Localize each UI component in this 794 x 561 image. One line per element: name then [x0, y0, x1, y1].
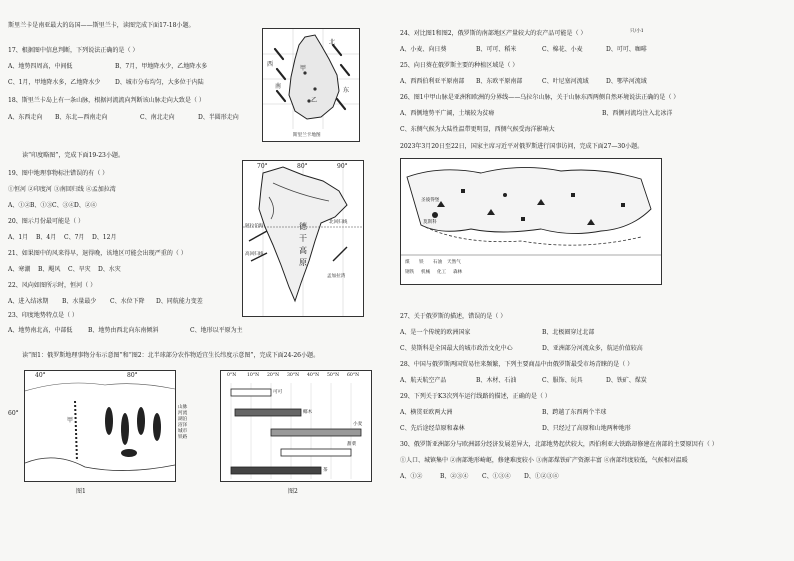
question-25: 25、向日葵在俄罗斯主要的种植区域是（ ） — [400, 62, 519, 69]
fig1-legend — [178, 404, 218, 440]
fig2-axis-50: 50°N — [327, 373, 340, 378]
legend-city: 城市 — [178, 429, 188, 434]
q30-items: ①人口、城镇集中 ②南部地形崎岖，修建难度较小 ③南部煤铁矿产资源丰富 ④南部纬度较低，气候相对温暖 — [400, 457, 688, 464]
q20-option-c: C、7月 — [64, 234, 85, 241]
question-22: 22、风向如图所示时，恒河（ ） — [8, 282, 97, 289]
intro-srilanka: 斯里兰卡是南亚最大的岛国——斯里兰卡，读图完成下面17-18小题。 — [8, 22, 195, 29]
q29-option-d: D、只经过了高原和山地两种地形 — [542, 425, 631, 432]
q19-choice-c: C、③④ — [52, 202, 75, 209]
q30-choice-c: C、①③④ — [482, 473, 511, 480]
q25-option-a: A、西西伯利亚平原南部 — [400, 78, 465, 85]
map2-label-yuan: 原 — [299, 258, 307, 267]
q17-option-d: D、城市分布均匀，大多位于内陆 — [115, 79, 204, 86]
q20-option-d: D、12月 — [92, 234, 117, 241]
fig1-label-jia: 甲 — [67, 417, 74, 424]
map1-compass-south: 南 — [275, 83, 282, 90]
figure2-crop-latitude — [220, 370, 372, 482]
map3-moscow: 莫斯科 — [423, 220, 437, 225]
map1-label-yi: 乙 — [311, 97, 318, 104]
question-21: 21、如果图中的风来得早，退得晚，该地区可能会出现严重的（ ） — [8, 250, 187, 257]
map1-caption: 斯里兰卡地图 — [293, 133, 321, 138]
map3-legend-steel: 钢铁 — [405, 270, 415, 275]
q21-option-d: D、水灾 — [98, 266, 121, 273]
corner-mark: 只/小1 — [630, 29, 644, 34]
q18-option-b: B、东北—西南走向 — [55, 114, 108, 121]
q22-option-d: D、同航能力变差 — [156, 298, 203, 305]
fig2-bar-wheat: 小麦 — [353, 422, 363, 427]
fig2-bar-cocoa: 可可 — [273, 390, 283, 395]
map3-legend-machinery: 机械 — [421, 270, 431, 275]
q28-option-c: C、服饰、玩具 — [542, 377, 583, 384]
russia-map-drawing — [401, 159, 661, 284]
map2-lon-90: 90° — [337, 163, 348, 170]
q30-choice-b: B、②③④ — [440, 473, 469, 480]
q26-option-a: A、西侧地势平广阔，土壤较为贫瘠 — [400, 110, 495, 117]
q20-option-a: A、1月 — [8, 234, 29, 241]
question-27: 27、关于俄罗斯的描述，错误的是（ ） — [400, 313, 507, 320]
q18-option-a: A、东西走向 — [8, 114, 43, 121]
map2-lon-80: 80° — [297, 163, 308, 170]
q24-option-d: D、可可、咖啡 — [606, 46, 647, 53]
legend-mountain: 山脉 — [178, 405, 188, 410]
q28-option-b: B、木材、石油 — [476, 377, 517, 384]
fig2-axis-60: 60°N — [347, 373, 360, 378]
q25-option-c: C、叶尼塞河流域 — [542, 78, 589, 85]
legend-railway: 铁路 — [178, 435, 188, 440]
fig2-axis-10: 10°N — [247, 373, 260, 378]
q26-option-c: C、东侧气候为大陆性温带更明显，西侧气候受海洋影响大 — [400, 126, 555, 133]
question-20: 20、图示月份最可能是（ ） — [8, 218, 85, 225]
question-30: 30、俄罗斯亚洲部分与欧洲部分经济发展差异大，北部地势起伏较大，西伯利亚大铁路却修建在南部的主要原因有（ ） — [400, 441, 718, 448]
q25-option-b: B、东欧平原南部 — [476, 78, 523, 85]
map2-bay-of-bengal: 孟加拉湾 — [327, 274, 346, 279]
fig2-axis-40: 40°N — [307, 373, 320, 378]
map2-arabian-sea: 阿拉伯海 — [245, 224, 264, 229]
fig2-caption: 图2 — [288, 488, 298, 495]
q21-option-b: B、飓风 — [38, 266, 61, 273]
legend-swamp: 沼泽 — [178, 423, 188, 428]
intro-russia-figs: 读“图1：俄罗斯地理事物分布示意图”和“图2：北半球部分农作物适宜生长纬度示意图”，完成下面24-26小题。 — [22, 352, 320, 359]
map2-label-de: 德 — [299, 222, 307, 231]
q22-option-b: B、水量最少 — [62, 298, 97, 305]
q27-option-d: D、亚洲部分河流众多，航运价值较高 — [542, 345, 643, 352]
map2-label-gan: 干 — [299, 234, 307, 243]
fig2-axis-0: 0°N — [227, 373, 237, 378]
map3-legend-gas: 天然气 — [447, 260, 461, 265]
q19-choice-b: B、①③ — [30, 202, 53, 209]
intro-india: 读“印度略图”，完成下面19-23小题。 — [22, 152, 125, 159]
fig2-axis-30: 30°N — [287, 373, 300, 378]
right-column — [392, 0, 794, 561]
map2-tropic-label: 高回归线 — [245, 252, 264, 257]
figure1-russia-map — [24, 370, 176, 482]
russia-resource-map — [400, 158, 662, 285]
map2-label-gao: 高 — [299, 246, 307, 255]
map3-legend-iron: 铁 — [419, 260, 424, 265]
legend-river: 河流 — [178, 411, 188, 416]
q17-option-b: B、7月，甲地降水少，乙地降水多 — [115, 63, 208, 70]
q22-option-c: C、水位下降 — [110, 298, 145, 305]
fig1-lat-60: 60° — [8, 410, 19, 417]
map2-lon-70: 70° — [257, 163, 268, 170]
q23-option-c: C、地形以平原为主 — [190, 327, 243, 334]
q24-option-a: A、小麦、向日葵 — [400, 46, 447, 53]
map2-tropic-of-cancer: 北回归线 — [329, 220, 348, 225]
map1-compass-east: 东 — [343, 87, 350, 94]
question-26: 26、图1中甲山脉是亚洲和欧洲的分界线——乌拉尔山脉，关于山脉东西两侧自然环境说法正确的是（ ） — [400, 94, 680, 101]
question-17: 17、根据图中信息判断，下列说法正确的是（ ） — [8, 47, 139, 54]
fig1-lat-80: 80° — [127, 372, 138, 379]
map3-st-petersburg: 圣彼得堡 — [421, 198, 440, 203]
india-map — [242, 160, 364, 317]
question-19: 19、图中地理事物标注错误的有（ ） — [8, 170, 109, 177]
figure1-drawing — [25, 371, 175, 481]
q29-option-c: C、先后途经草原和森林 — [400, 425, 465, 432]
fig1-caption: 图1 — [76, 488, 86, 495]
fig1-lat-40: 40° — [35, 372, 46, 379]
q23-option-b: B、地势由西北向东南倾斜 — [88, 327, 159, 334]
q21-option-a: A、寒潮 — [8, 266, 31, 273]
q27-option-c: C、莫斯科是全国最大的城市政治文化中心 — [400, 345, 513, 352]
q24-option-c: C、棉花、小麦 — [542, 46, 583, 53]
question-18: 18、斯里兰卡岛上有一条山脉，根据河流流向判断该山脉走向大致是（ ） — [8, 97, 205, 104]
q29-option-b: B、跨越了东西两个半球 — [542, 409, 607, 416]
figure2-drawing — [221, 371, 371, 481]
map1-compass-north: 北 — [329, 39, 336, 46]
q29-option-a: A、横贯亚欧两大洲 — [400, 409, 453, 416]
q21-option-c: C、旱灾 — [68, 266, 91, 273]
question-28: 28、中国与俄罗斯两国贸易往来频繁，下列主要商品中由俄罗斯最受市场青睐的是（ ） — [400, 361, 634, 368]
map3-legend-chemical: 化工 — [437, 270, 447, 275]
q30-choice-d: D、①②③④ — [524, 473, 559, 480]
q30-choice-a: A、①② — [400, 473, 423, 480]
question-23: 23、印度地势特点是（ ） — [8, 312, 78, 319]
q25-option-d: D、鄂毕河流域 — [606, 78, 647, 85]
q28-option-a: A、航天航空产品 — [400, 377, 447, 384]
q17-option-c: C、1月，甲地降水多，乙地降水少 — [8, 79, 101, 86]
map1-compass-west: 西 — [267, 61, 274, 68]
q27-option-a: A、是一个传统的欧洲国家 — [400, 329, 471, 336]
q22-option-a: A、进入结冰期 — [8, 298, 49, 305]
map3-legend-coal: 煤 — [405, 260, 410, 265]
q23-option-a: A、地势南北高，中部低 — [8, 327, 73, 334]
q26-option-b: B、西侧河流均注入北冰洋 — [602, 110, 673, 117]
q27-option-b: B、北极圈穿过北部 — [542, 329, 595, 336]
q20-option-b: B、4月 — [36, 234, 57, 241]
q18-option-d: D、半圆形走向 — [198, 114, 239, 121]
q19-items: ①恒河 ②印度河 ③南回归线 ④孟加拉湾 — [8, 186, 116, 193]
q24-option-b: B、可可、稻米 — [476, 46, 517, 53]
map3-legend-forest: 森林 — [453, 270, 463, 275]
q18-option-c: C、南北走向 — [140, 114, 175, 121]
left-column — [0, 0, 392, 561]
fig2-bar-tea: 茶 — [323, 468, 328, 473]
fig2-bar-wood: 椰木 — [303, 410, 313, 415]
map3-legend-oil: 石油 — [433, 260, 443, 265]
srilanka-map — [262, 28, 360, 142]
fig2-axis-20: 20°N — [267, 373, 280, 378]
q19-choice-a: A、①② — [8, 202, 31, 209]
q19-choice-d: D、②④ — [74, 202, 97, 209]
intro-xi-visit: 2023年3月20日至22日，国家主席习近平对俄罗斯进行国事访问，完成下面27—30小题。 — [400, 143, 644, 150]
legend-lake: 湖泊 — [178, 417, 188, 422]
fig2-bar-beet: 甜菜 — [347, 442, 357, 447]
question-29: 29、下列关于K3次列车运行线路的描述，正确的是（ ） — [400, 393, 551, 400]
q17-option-a: A、地势四周高，中间低 — [8, 63, 73, 70]
map1-label-jia: 甲 — [300, 65, 307, 72]
question-24: 24、对比图1和图2，俄罗斯的南部地区产量较大的农产品可能是（ ） — [400, 30, 587, 37]
q28-option-d: D、铁矿、煤炭 — [606, 377, 647, 384]
